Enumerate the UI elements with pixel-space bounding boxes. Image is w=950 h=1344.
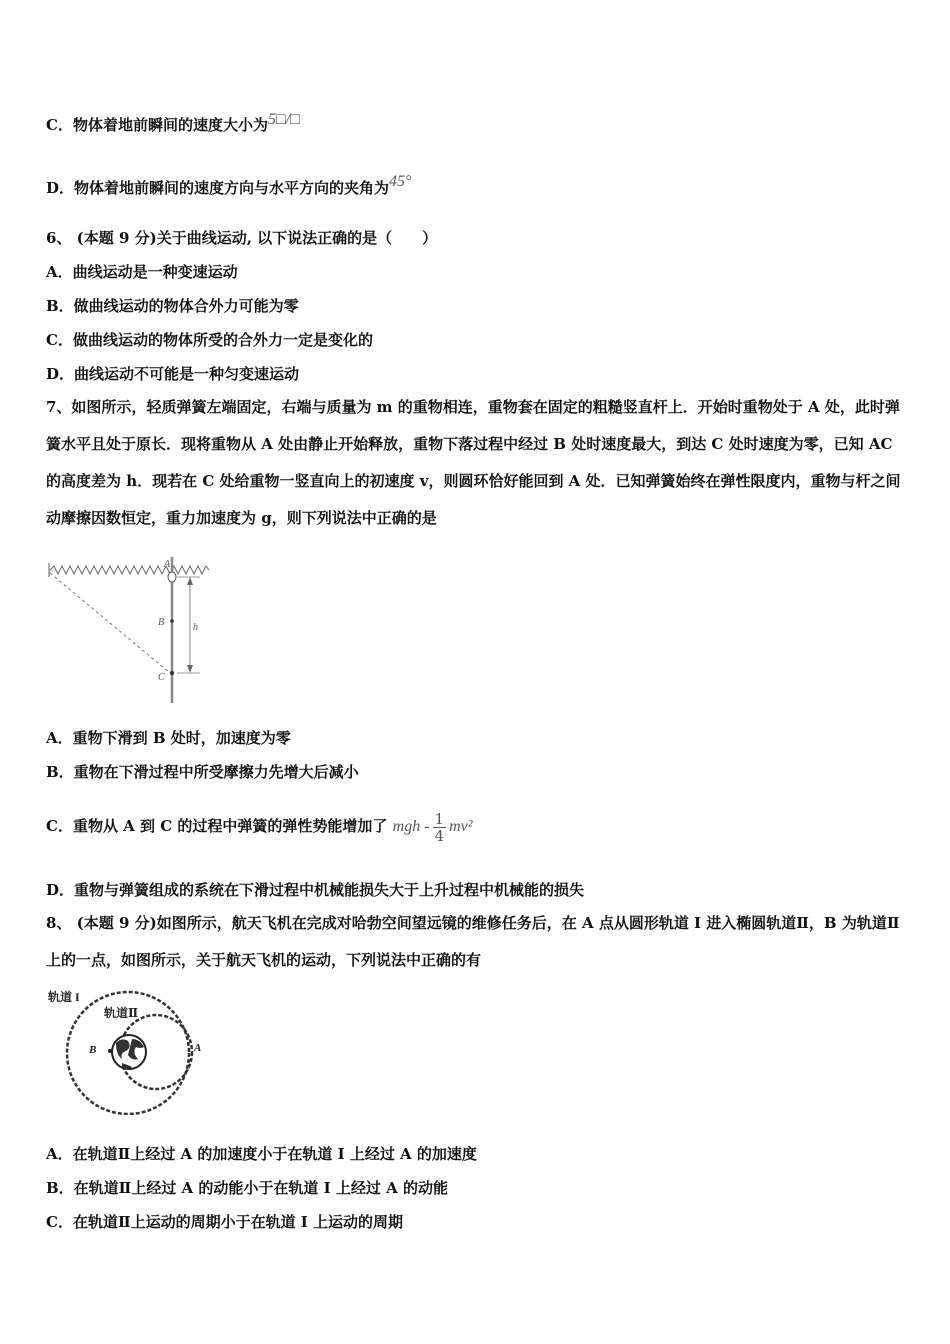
q7-option-d: D．重物与弹簧组成的系统在下滑过程中机械能损失大于上升过程中机械能的损失: [46, 881, 585, 899]
q6-option-c: C．做曲线运动的物体所受的合外力一定是变化的: [46, 331, 373, 349]
orbit1-label: 轨道 I: [48, 990, 80, 1004]
q8-stem: 8、 (本题 9 分)如图所示，航天飞机在完成对哈勃空间望远镜的维修任务后，在 A 点从圆形轨道 I 进入椭圆轨道Ⅱ，B 为轨道Ⅱ上的一点，如图所示，关于航天飞机的运动，下列说法中正确的有: [46, 914, 900, 969]
q7-spring-figure: [44, 555, 214, 705]
q6-option-b: B．做曲线运动的物体合外力可能为零: [46, 297, 299, 315]
q7-option-c-fraction: $\frac{1}{4}$: [434, 809, 445, 845]
q7-option-c-formula-right: mv²: [449, 818, 473, 835]
q6-stem: 6、 (本题 9 分)关于曲线运动, 以下说法正确的是（ ）: [46, 229, 438, 247]
orbit-label-b: B: [89, 1044, 97, 1056]
label-a: A: [164, 559, 171, 570]
spring-dashed: [50, 573, 170, 673]
q7-option-c-text: C．重物从 A 到 C 的过程中弹簧的弹性势能增加了: [46, 817, 388, 835]
q5-option-c-text: C．物体着地前瞬间的速度大小为: [46, 116, 268, 134]
q6-option-a: A．曲线运动是一种变速运动: [46, 263, 238, 281]
orbit2-label: 轨道Ⅱ: [104, 1006, 139, 1020]
label-c: C: [158, 672, 165, 683]
q7-stem: 7、如图所示，轻质弹簧左端固定，右端与质量为 m 的重物相连，重物套在固定的粗糙竖直杆上．开始时重物处于 A 处，此时弹簧水平且处于原长．现将重物从 A 处由静止开始释放，重物下落过程中经过 B 处时速度最大，到达 C 处时速度为零，已知 AC 的高度差为 h．现若在 C 处给重物一竖直向上的初速度 v，则圆环恰好能回到 A 处．已知弹簧始终在弹性限度内，重物与杆之间动摩擦因数恒定，重力加速度为 g，则下列说法中正确的是: [46, 398, 901, 527]
q7-option-a: A．重物下滑到 B 处时，加速度为零: [46, 729, 291, 747]
orbit-label-a: A: [194, 1042, 202, 1054]
q7-option-b: B．重物在下滑过程中所受摩擦力先增大后减小: [46, 763, 359, 781]
q8-orbit-figure: [44, 985, 224, 1115]
label-b: B: [158, 617, 165, 628]
q7-option-c: [46, 806, 473, 847]
q5-option-d-value: 45°: [389, 173, 412, 190]
label-h: h: [193, 622, 198, 633]
q5-option-c-value: 5□/□: [267, 111, 300, 128]
q7-option-c-formula-left: mgh -: [392, 818, 430, 835]
q8-option-c: C．在轨道Ⅱ上运动的周期小于在轨道 I 上运动的周期: [46, 1213, 404, 1231]
q8-option-a: A．在轨道Ⅱ上经过 A 的加速度小于在轨道 I 上经过 A 的加速度: [46, 1145, 477, 1163]
q5-option-d-text: D．物体着地前瞬间的速度方向与水平方向的夹角为: [46, 179, 390, 197]
q5-option-d: [46, 173, 412, 199]
mass-ring: [168, 572, 176, 582]
q6-option-d: D．曲线运动不可能是一种匀变速运动: [46, 365, 300, 383]
q5-option-c: [46, 111, 300, 136]
spring: [50, 566, 209, 574]
q8-option-b: B．在轨道Ⅱ上经过 A 的动能小于在轨道 I 上经过 A 的动能: [46, 1179, 448, 1197]
